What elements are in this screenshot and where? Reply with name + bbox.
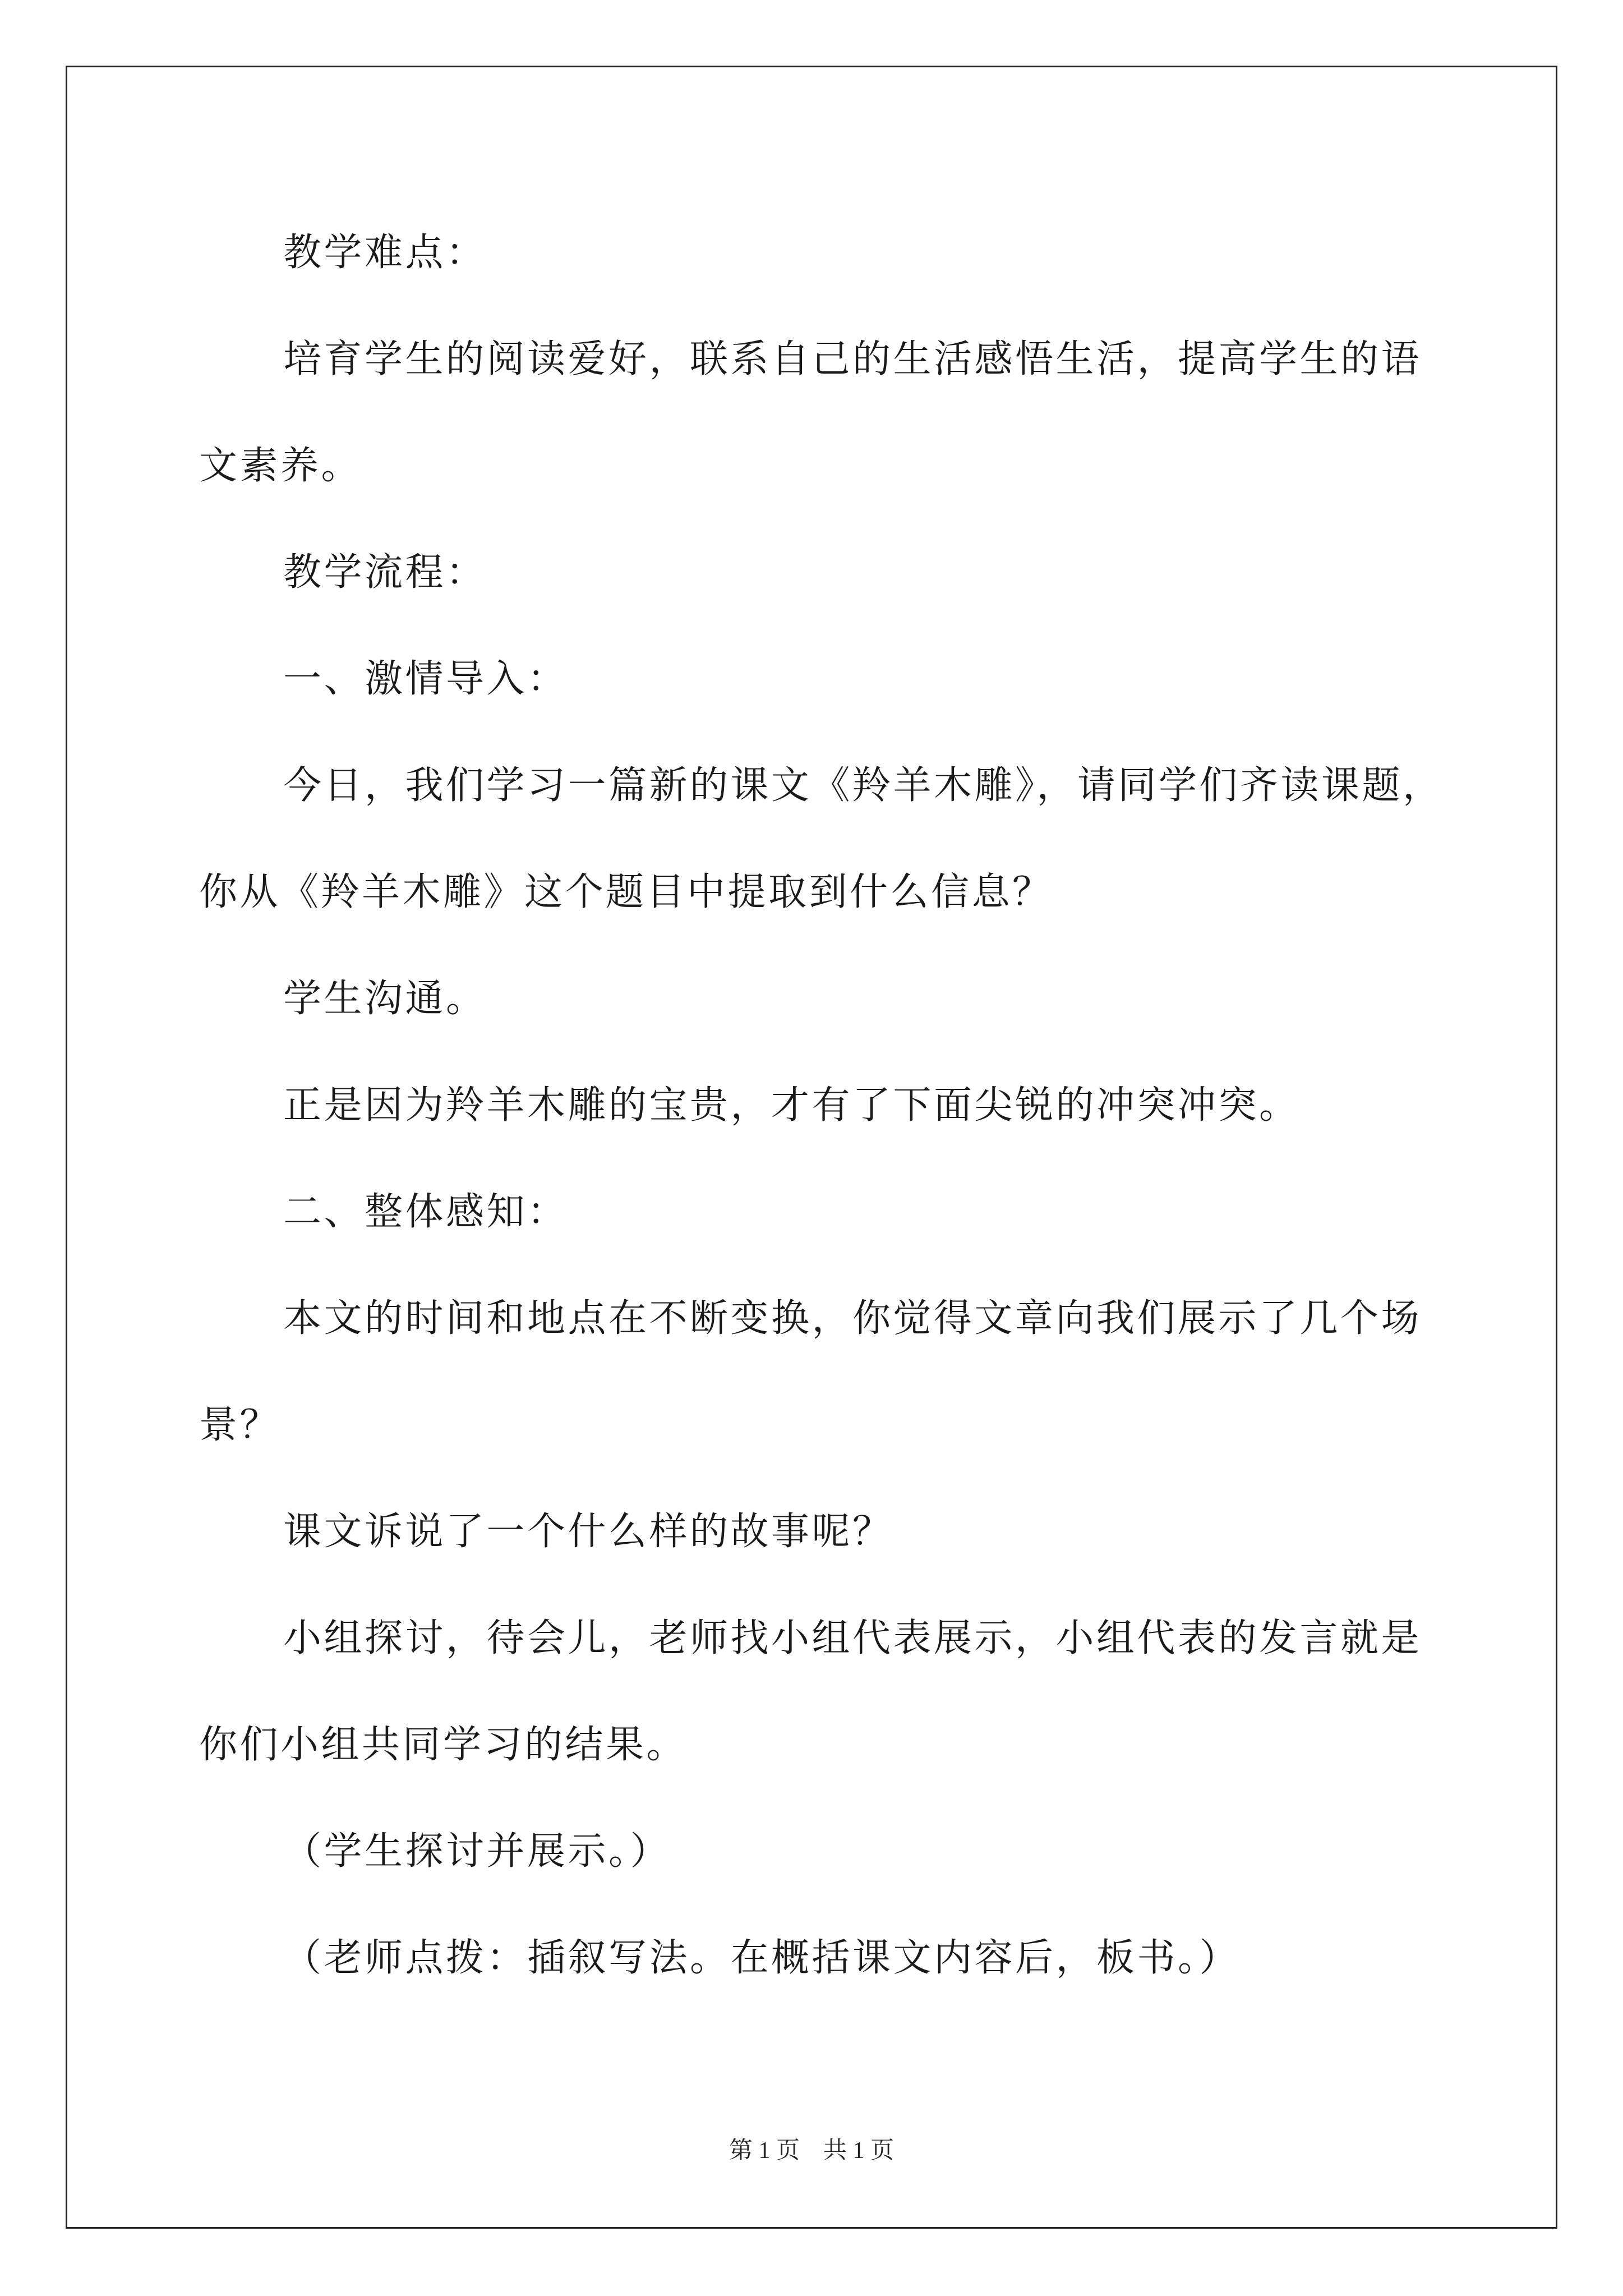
paragraph-line: （学生探讨并展示。）: [283, 1829, 671, 1874]
paragraph-line: 课文诉说了一个什么样的故事呢？: [283, 1510, 893, 1554]
paragraph-line: 文素养。: [199, 444, 362, 488]
page-number-footer: 第 1 页 共 1 页: [728, 2138, 894, 2164]
paragraph-line: 景？: [199, 1403, 281, 1447]
section-heading-overview: 二、整体感知：: [283, 1190, 568, 1234]
paragraph-line: 小组探讨，待会儿，老师找小组代表展示，小组代表的发言就是: [283, 1616, 1422, 1660]
paragraph-line: 学生沟通。: [283, 977, 487, 1021]
paragraph-heading-difficulty: 教学难点：: [283, 231, 487, 275]
paragraph-line: 你们小组共同学习的结果。: [199, 1723, 688, 1767]
page-border: [66, 66, 1557, 2229]
paragraph-heading-process: 教学流程：: [283, 550, 487, 595]
paragraph-line: 你从《羚羊木雕》这个题目中提取到什么信息？: [199, 870, 1053, 914]
paragraph-line: 正是因为羚羊木雕的宝贵，才有了下面尖锐的冲突冲突。: [283, 1083, 1300, 1128]
paragraph-line: （老师点拨：插叙写法。在概括课文内容后，板书。）: [283, 1936, 1241, 1980]
section-heading-intro: 一、激情导入：: [283, 657, 568, 701]
paragraph-line: 本文的时间和地点在不断变换，你觉得文章向我们展示了几个场: [283, 1296, 1422, 1341]
paragraph-line: 今日，我们学习一篇新的课文《羚羊木雕》，请同学们齐读课题，: [283, 763, 1444, 808]
paragraph-line: 培育学生的阅读爱好，联系自己的生活感悟生活，提高学生的语: [283, 337, 1422, 381]
